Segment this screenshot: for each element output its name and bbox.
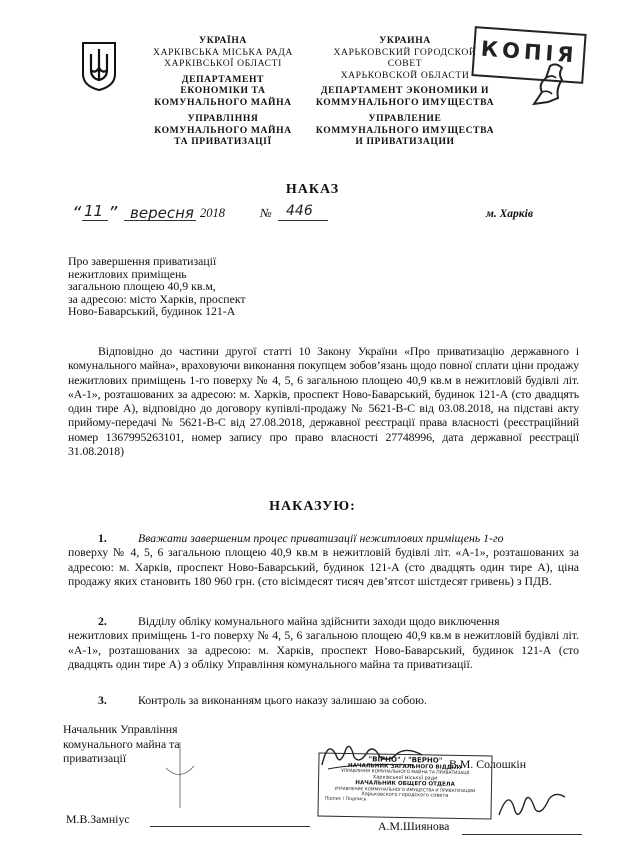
order-number: 446: [286, 203, 313, 219]
header-right-council-1: ХАРЬКОВСКИЙ ГОРОДСКОЙ: [333, 46, 477, 58]
signer-position-line: комунального майна та: [63, 736, 180, 751]
city: м. Харків: [486, 208, 533, 220]
header-left-office-3: ТА ПРИВАТИЗАЦІЇ: [174, 136, 272, 147]
verified-stamp-line3: УПРАВЛІННЯ КОМУНАЛЬНОГО МАЙНА ТА ПРИВАТИЗАЦІЇ: [341, 768, 470, 777]
order-heading: НАКАЗУЮ:: [269, 499, 356, 514]
date-quote-open: “: [72, 203, 82, 224]
date-year: 2018: [200, 206, 225, 220]
preamble-paragraph: Відповідно до частини другої статті 10 Закону України «Про приватизацію державного і комунального майна», враховуючи виконання покупцем зобов’язань щодо повної сплати ціни продажу нежитлових приміщень 1-го поверху № 4, 5, 6 загальною площею 40,9 кв.м в нежитловій будівлі літ. «А-1», розташованих за адресою: м. Харків, проспект Ново-Баварський, будинок 121-А (сто двадцять один тире А), відповідно до договору купівлі-продажу № 5621-В-С від 03.08.2018, на підставі акту прийому-передачі № 5621-В-С від 27.08.2018, державної реєстрації права власності (реєстраційний номер 1367995263101, номер запису про право власності 27748996, дата державної реєстрації 31.08.2018): [68, 344, 579, 459]
header-left: [135, 35, 311, 148]
verified-stamp: [317, 752, 492, 819]
header-left-country: УКРАЇНА: [199, 35, 247, 46]
order-item-1-number: 1.: [98, 531, 107, 545]
verified-stamp-line4: Харківської міської ради: [372, 774, 438, 782]
order-number-underline: [278, 220, 328, 221]
header-right-council-3: ХАРЬКОВСКОЙ ОБЛАСТИ: [340, 69, 470, 81]
verified-stamp-line1: "ВІРНО" / "ВЕРНО": [368, 755, 443, 765]
verified-stamp-line7: Харьковского городского совета: [361, 791, 449, 799]
subject-line: нежитлових приміщень: [68, 266, 187, 281]
horse-emblem-icon: [528, 58, 572, 108]
coat-of-arms-icon: [80, 40, 118, 92]
order-item-3-first-line: [68, 693, 579, 707]
header-left-office-1: УПРАВЛІННЯ: [187, 113, 259, 124]
document-title: НАКАЗ: [285, 182, 340, 197]
signer-position-line: Начальник Управління: [63, 722, 178, 736]
header-right-dept-2: КОММУНАЛЬНОГО ИМУЩЕСТВА: [315, 96, 495, 108]
order-item-2: [68, 614, 579, 671]
verified-stamp-line8: Підпис / Подпись: [324, 796, 367, 803]
order-item-1: [68, 531, 579, 588]
header-right-dept-1: ДЕПАРТАМЕНТ ЭКОНОМИКИ И: [320, 85, 490, 96]
date-day-underline: [82, 220, 108, 221]
date-day: 11: [84, 202, 104, 220]
date-month: вересня: [130, 204, 194, 222]
number-sign: №: [260, 206, 272, 220]
order-item-2-number: 2.: [98, 614, 107, 628]
order-item-3: [68, 693, 579, 707]
date-row: [60, 202, 560, 226]
order-item-1-lead: Вважати завершеним процес приватизації нежитлових приміщень 1-го: [138, 531, 504, 545]
header-left-council-2: ХАРКІВСЬКОЇ ОБЛАСТІ: [164, 58, 282, 69]
verified-stamp-line2: НАЧАЛЬНИК ЗАГАЛЬНОГО ВІДДІЛУ: [347, 763, 463, 772]
certifier-signature-icon: [495, 785, 570, 823]
header-left-dept-2: ЕКОНОМІКИ ТА: [180, 85, 266, 96]
header-left-dept-1: ДЕПАРТАМЕНТ: [181, 73, 265, 85]
copy-stamp-text: КОПІЯ: [480, 36, 579, 68]
order-item-3-number: 3.: [98, 693, 107, 707]
certifier-name: А.М.Шиянова: [378, 819, 450, 833]
scribble-marks-icon: [160, 738, 200, 818]
header-right-office-1: УПРАВЛЕНИЕ: [368, 113, 442, 124]
subject-line: Ново-Баварський, будинок 121-А: [68, 304, 236, 318]
order-item-1-first-line: [68, 531, 579, 545]
order-item-2-first-line: [68, 614, 579, 628]
subject-line: Про завершення приватизації: [68, 254, 217, 268]
order-item-2-lead: Відділу обліку комунального майна здійснити заходи щодо виключення: [138, 614, 500, 628]
header-right-office-2: КОММУНАЛЬНОГО ИМУЩЕСТВА: [315, 124, 495, 136]
signer-name: В.М. Солошкін: [449, 757, 527, 771]
date-month-underline: [124, 220, 196, 221]
header-right-council-2: СОВЕТ: [387, 58, 423, 69]
subject-line: загальною площею 40,9 кв.м,: [68, 279, 216, 293]
subject-block: [68, 255, 348, 318]
order-item-2-rest: нежитлових приміщень 1-го поверху № 4, 5, 6 загальною площею 40,9 кв.м в нежитловій будівлі літ. «А-1», розташованих за адресою: м. Харків, проспект Ново-Баварський, будинок 121-А (сто двадцять один тире А) з обліку Управління комунального майна та приватизації.: [68, 628, 579, 671]
order-item-1-rest: поверху № 4, 5, 6 загальною площею 40,9 кв.м в нежитловій будівлі літ. «А-1», розташованих за адресою: м. Харків, проспект Ново-Баварський, будинок 121-А (сто двадцять один тире А), ціна продажу яких становить 180 960 грн. (сто вісімдесят тисяч дев’ятсот шістдесят гривень) з ПДВ.: [68, 545, 579, 588]
header-left-council-1: ХАРКІВСЬКА МІСЬКА РАДА: [153, 46, 293, 58]
header-right-office-3: И ПРИВАТИЗАЦИИ: [355, 136, 455, 147]
executor-signature-line: [150, 826, 310, 827]
verified-stamp-line5: НАЧАЛЬНИК ОБЩЕГО ОТДЕЛА: [355, 780, 455, 788]
order-item-3-lead: Контроль за виконанням цього наказу залишаю за собою.: [138, 693, 427, 707]
header-left-office-2: КОМУНАЛЬНОГО МАЙНА: [154, 124, 292, 136]
certifier-signature-line: [462, 834, 582, 835]
subject-line: за адресою: місто Харків, проспект: [68, 291, 246, 306]
header-right-country: УКРАИНА: [379, 35, 431, 46]
date-quote-close: ”: [108, 203, 118, 224]
header-left-dept-3: КОМУНАЛЬНОГО МАЙНА: [154, 96, 292, 108]
verified-stamp-line6: УПРАВЛЕНИЕ КОММУНАЛЬНОГО ИМУЩЕСТВА И ПРИВАТИЗАЦИИ: [334, 785, 476, 794]
signer-position-line: приватизації: [63, 751, 127, 765]
executor-name: М.В.Замніус: [66, 812, 130, 826]
